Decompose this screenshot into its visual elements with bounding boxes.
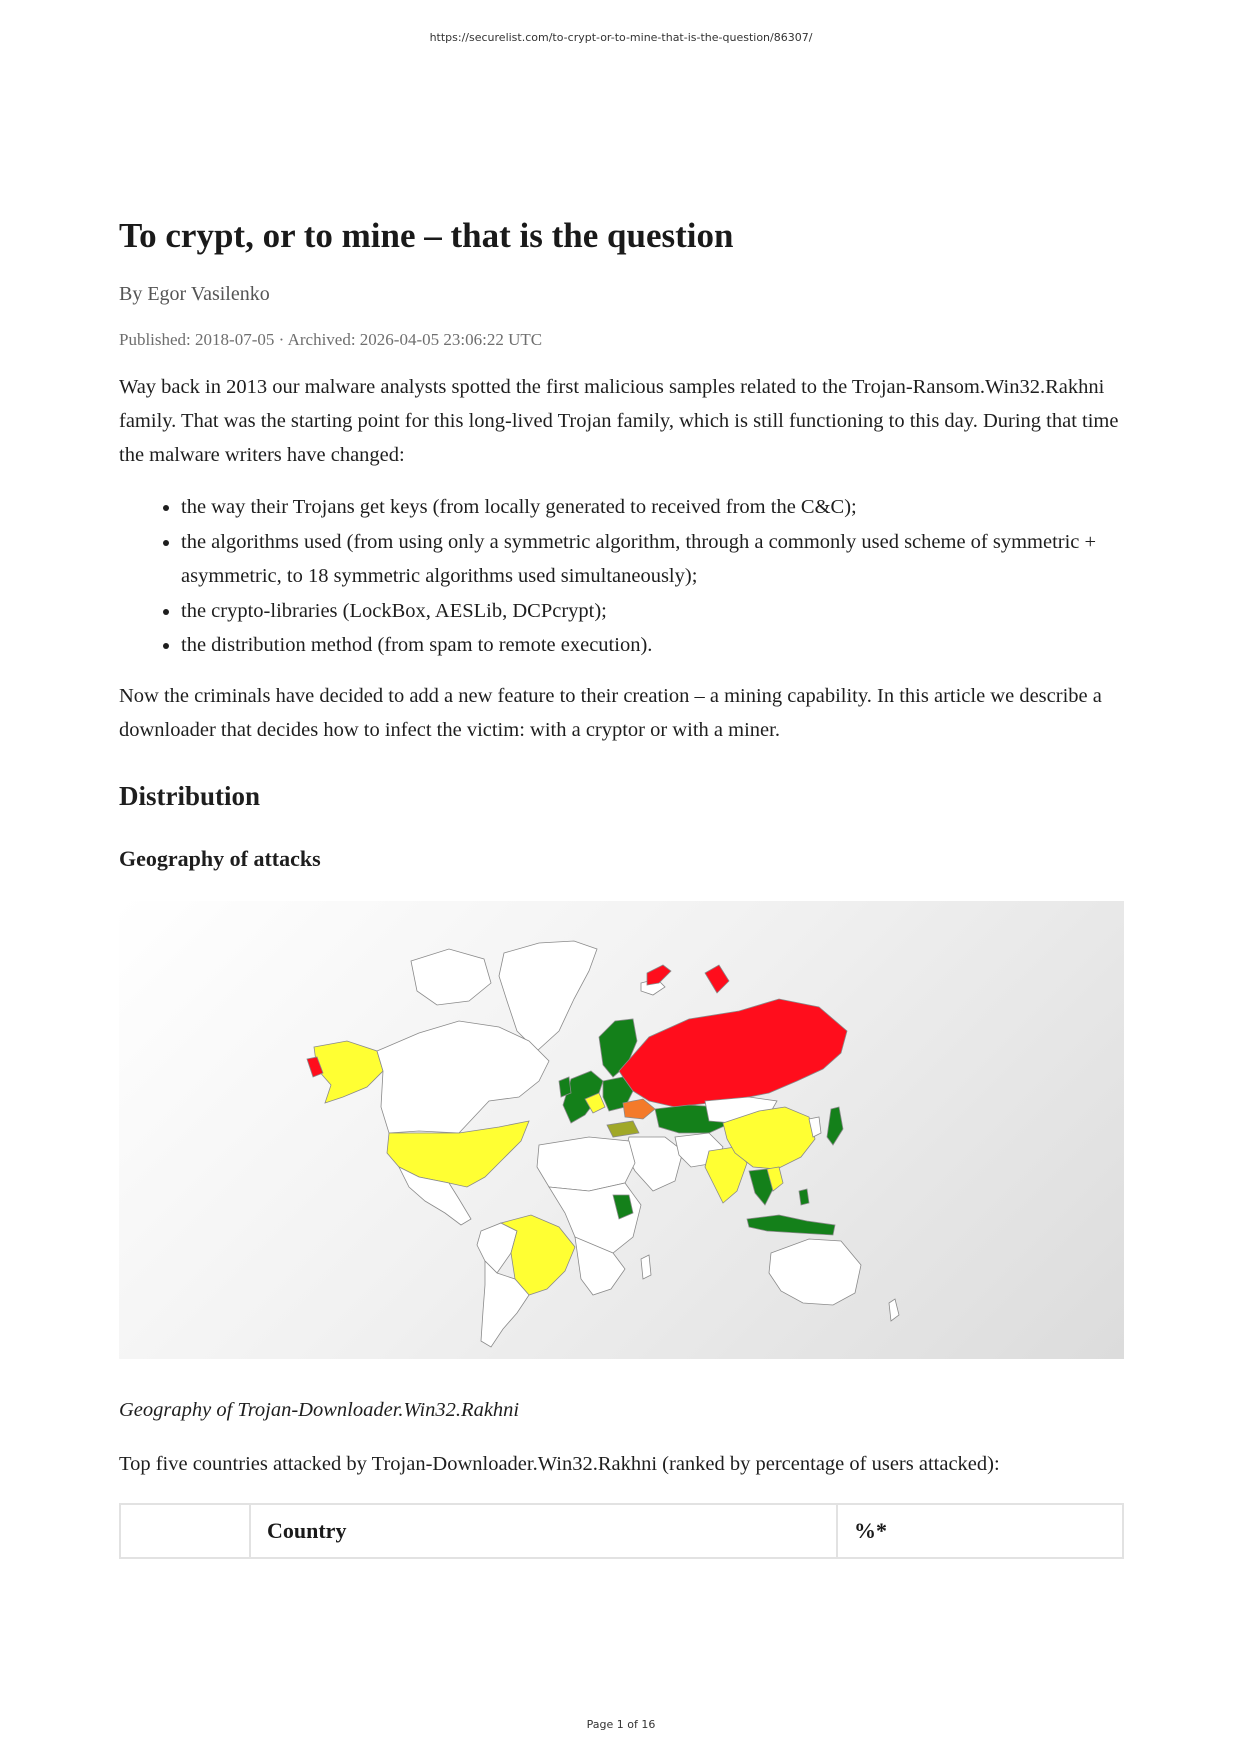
map-region-arctic-canada [411, 949, 491, 1005]
world-map-figure [119, 901, 1124, 1359]
map-region-turkey [607, 1121, 639, 1137]
table-header-rank [120, 1504, 250, 1558]
map-region-russia [619, 999, 847, 1107]
map-region-new-zealand [889, 1299, 899, 1321]
top-countries-table [119, 1503, 1124, 1559]
map-region-australia [769, 1239, 861, 1305]
article-title: To crypt, or to mine – that is the question [119, 216, 734, 255]
page-url: https://securelist.com/to-crypt-or-to-mine-that-is-the-question/86307/ [429, 31, 813, 44]
subsection-heading-geography: Geography of attacks [119, 845, 321, 871]
table-header-row [120, 1504, 1123, 1558]
map-region-ukraine [623, 1099, 655, 1119]
map-region-japan [827, 1107, 843, 1145]
world-map [119, 901, 1124, 1359]
map-region-north-africa [537, 1137, 635, 1191]
table-header-percent: %* [837, 1504, 1123, 1558]
article [119, 212, 1124, 1559]
page-number: Page 1 of 16 [586, 1718, 656, 1731]
map-region-novaya-zemlya [647, 965, 671, 985]
map-region-philippines [799, 1189, 809, 1205]
mining-paragraph: Now the criminals have decided to add a new feature to their creation – a mining capability. In this article we describe a downloader that decides how to infect the victim: with a cryptor or with a miner. [119, 684, 1102, 741]
map-region-colombia-peru [477, 1223, 517, 1273]
figure-caption: Geography of Trojan-Downloader.Win32.Rakhni [119, 1398, 520, 1421]
intro-paragraph: Way back in 2013 our malware analysts spotted the first malicious samples related to the Trojan-Ransom.Win32.Rakhni family. That was the starting point for this long-lived Trojan family, which is still functioning to this day. During that time the malware writers have changed: [119, 376, 1119, 466]
list-item: • the algorithms used (from using only a symmetric algorithm, through a commonly used scheme of symmetric + asymmetric, to 18 symmetric algorithms used simultaneously); [181, 525, 1124, 594]
changes-list [119, 490, 1124, 663]
map-region-uk [559, 1077, 571, 1097]
section-heading-distribution: Distribution [119, 780, 261, 811]
publish-meta: Published: 2018-07-05 · Archived: 2026-04-05 23:06:22 UTC [119, 330, 543, 349]
list-item: • the crypto-libraries (LockBox, AESLib, DCPcrypt); [181, 594, 1124, 629]
table-header-country: Country [250, 1504, 837, 1558]
map-region-indonesia [747, 1215, 835, 1235]
table-intro-paragraph: Top five countries attacked by Trojan-Downloader.Win32.Rakhni (ranked by percentage of users attacked): [119, 1452, 1000, 1475]
map-region-canada [377, 1021, 549, 1133]
map-region-alaska [314, 1041, 383, 1103]
list-item: • the way their Trojans get keys (from locally generated to received from the C&C); [181, 490, 1124, 525]
list-item: • the distribution method (from spam to remote execution). [181, 628, 1124, 663]
map-region-severnaya-zemlya [705, 965, 729, 993]
byline: By Egor Vasilenko [119, 283, 270, 305]
map-region-madagascar [641, 1255, 651, 1279]
